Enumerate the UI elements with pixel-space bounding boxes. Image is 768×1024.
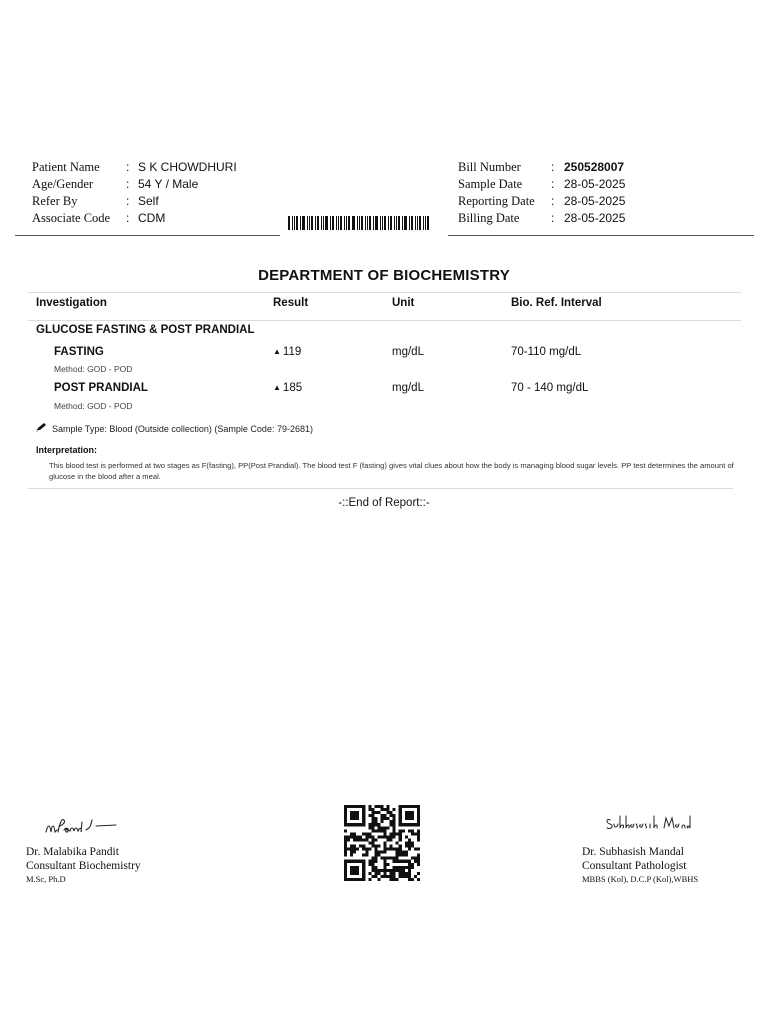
age-gender-label: Age/Gender (32, 177, 94, 191)
test-result (273, 346, 301, 358)
age-gender-value: 54 Y / Male (138, 177, 199, 191)
reporting-date-label: Reporting Date (458, 194, 535, 208)
right-signatory-qualification: MBBS (Kol), D.C.P (Kol),WBHS (582, 874, 699, 884)
barcode-bar (336, 216, 337, 230)
left-signatory-title: Consultant Biochemistry (26, 860, 141, 872)
barcode-bar (409, 216, 410, 230)
barcode-bar (411, 216, 413, 230)
barcode-bar (346, 216, 347, 230)
barcode-bar (307, 216, 308, 230)
separator: : (126, 177, 130, 191)
barcode-bar (311, 216, 313, 230)
test-result (273, 382, 302, 394)
test-method: Method: GOD - POD (54, 401, 133, 411)
department-title: DEPARTMENT OF BIOCHEMISTRY (258, 267, 510, 284)
right-signatory-name: Dr. Subhasish Mandal (582, 846, 684, 858)
handwritten-signature-right (604, 812, 694, 836)
barcode-bar (365, 216, 366, 230)
barcode-bar (380, 216, 381, 230)
header-divider-left (15, 235, 280, 236)
barcode-bar (296, 216, 298, 230)
separator: : (126, 211, 130, 225)
sample-type-text: Sample Type: Blood (Outside collection) (Sample Code: 79-2681) (52, 424, 313, 434)
barcode-bar (402, 216, 403, 230)
test-unit: mg/dL (392, 382, 424, 394)
barcode-bar (425, 216, 426, 230)
barcode-bar (384, 216, 386, 230)
barcode-bar (292, 216, 293, 230)
barcode-bar (415, 216, 416, 230)
barcode-bar (323, 216, 324, 230)
separator: : (551, 194, 555, 208)
header-interval: Bio. Ref. Interval (511, 297, 602, 309)
separator: : (551, 160, 555, 174)
separator: : (126, 160, 130, 174)
reporting-date-value: 28-05-2025 (564, 194, 626, 208)
test-ref-interval: 70-110 mg/dL (511, 346, 582, 358)
left-signatory-name: Dr. Malabika Pandit (26, 846, 119, 858)
barcode-bar (344, 216, 345, 230)
table-top-divider (28, 292, 741, 293)
associate-code-label: Associate Code (32, 211, 111, 225)
barcode-icon (288, 216, 440, 230)
barcode-bar (417, 216, 418, 230)
barcode-bar (394, 216, 395, 230)
patient-name-value: S K CHOWDHURI (138, 160, 237, 174)
barcode-bar (419, 216, 421, 230)
refer-by-value: Self (138, 194, 159, 208)
bill-number-value: 250528007 (564, 160, 625, 174)
result-value: 185 (282, 382, 303, 394)
barcode-bar (388, 216, 389, 230)
test-group-title: GLUCOSE FASTING & POST PRANDIAL (36, 324, 255, 336)
interpretation-text: This blood test is performed at two stages as F(fasting), PP(Post Prandial). The blood test F (fasting) gives vital clues about how the body is managing blood sugar levels. PP test determines the amount of glucose in the blood after a meal. (49, 461, 734, 481)
bill-number-label: Bill Number (458, 160, 521, 174)
barcode-bar (427, 216, 429, 230)
barcode-bar (309, 216, 310, 230)
signature-left (44, 812, 128, 843)
barcode-bar (398, 216, 400, 230)
barcode-bar (330, 216, 331, 230)
right-signatory-title: Consultant Pathologist (582, 860, 687, 872)
signature-right (604, 812, 694, 841)
handwritten-signature-left (44, 812, 128, 838)
header-investigation: Investigation (36, 297, 107, 309)
header-divider-right (448, 235, 754, 236)
left-signatory-qualification: M.Sc, Ph.D (26, 874, 66, 884)
barcode-bar (390, 216, 392, 230)
pencil-icon (36, 422, 48, 435)
barcode-bar (300, 216, 301, 230)
separator: : (551, 177, 555, 191)
barcode-bar (325, 216, 328, 230)
associate-code-value: CDM (138, 211, 166, 225)
table-header-divider (28, 320, 741, 321)
header-result: Result (273, 297, 309, 309)
test-ref-interval: 70 - 140 mg/dL (511, 382, 589, 394)
barcode-bar (288, 216, 290, 230)
interpretation-divider (28, 488, 733, 489)
barcode-bar (396, 216, 397, 230)
barcode-bar (423, 216, 424, 230)
sample-date-value: 28-05-2025 (564, 177, 626, 191)
test-method: Method: GOD - POD (54, 364, 133, 374)
barcode-bar (294, 216, 295, 230)
barcode-bar (367, 216, 368, 230)
billing-date-label: Billing Date (458, 211, 520, 225)
test-name: POST PRANDIAL (54, 382, 148, 394)
up-arrow-icon: ▲ (273, 383, 281, 392)
barcode-bar (321, 216, 322, 230)
sample-date-label: Sample Date (458, 177, 523, 191)
test-unit: mg/dL (392, 346, 424, 358)
end-of-report: -::End of Report::- (338, 497, 430, 509)
separator: : (551, 211, 555, 225)
test-name: FASTING (54, 346, 104, 358)
barcode-bar (373, 216, 374, 230)
sample-type (36, 422, 313, 435)
barcode-bar (404, 216, 407, 230)
barcode-bar (315, 216, 316, 230)
up-arrow-icon: ▲ (273, 347, 281, 356)
barcode-bar (375, 216, 378, 230)
barcode-bar (317, 216, 319, 230)
barcode-bar (369, 216, 371, 230)
refer-by-label: Refer By (32, 194, 78, 208)
barcode-bar (332, 216, 334, 230)
separator: : (126, 194, 130, 208)
qr-code-icon (343, 805, 421, 886)
barcode-bar (382, 216, 383, 230)
billing-date-value: 28-05-2025 (564, 211, 626, 225)
barcode-bar (348, 216, 350, 230)
barcode-bar (361, 216, 363, 230)
barcode-bar (338, 216, 339, 230)
barcode-bar (302, 216, 305, 230)
result-value: 119 (282, 346, 302, 358)
interpretation-heading: Interpretation: (36, 445, 98, 455)
barcode-bar (340, 216, 342, 230)
barcode-bar (357, 216, 358, 230)
barcode-bar (352, 216, 355, 230)
header-unit: Unit (392, 297, 415, 309)
barcode-bar (359, 216, 360, 230)
patient-name-label: Patient Name (32, 160, 100, 174)
